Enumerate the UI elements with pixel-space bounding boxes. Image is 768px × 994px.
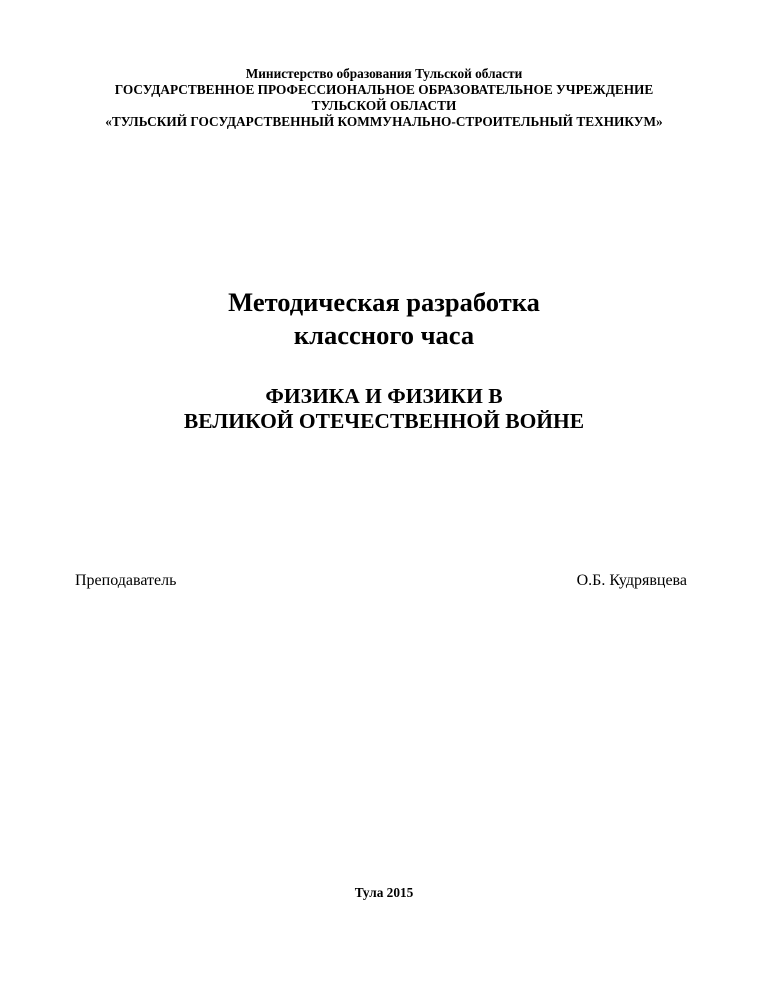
institution-name-line-2: ТУЛЬСКОЙ ОБЛАСТИ bbox=[311, 98, 457, 113]
ministry-name: Министерство образования Тульской области bbox=[245, 66, 523, 81]
document-title-line-2: классного часа bbox=[293, 320, 475, 350]
author-role-label: Преподаватель bbox=[75, 572, 177, 589]
document-title bbox=[0, 286, 768, 352]
document-subject bbox=[0, 384, 768, 434]
document-subject-line-2: ВЕЛИКОЙ ОТЕЧЕСТВЕННОЙ ВОЙНЕ bbox=[183, 409, 585, 433]
author-name: О.Б. Кудрявцева bbox=[576, 572, 687, 589]
document-subject-line-1: ФИЗИКА И ФИЗИКИ В bbox=[265, 384, 503, 408]
institution-name-line-3: «ТУЛЬСКИЙ ГОСУДАРСТВЕННЫЙ КОММУНАЛЬНО-СТРОИТЕЛЬНЫЙ ТЕХНИКУМ» bbox=[105, 114, 663, 129]
place-and-year: Тула 2015 bbox=[354, 885, 414, 900]
institution-name-line-1: ГОСУДАРСТВЕННОЕ ПРОФЕССИОНАЛЬНОЕ ОБРАЗОВАТЕЛЬНОЕ УЧРЕЖДЕНИЕ bbox=[114, 82, 654, 97]
document-title-line-1: Методическая разработка bbox=[228, 287, 540, 317]
institution-header bbox=[0, 66, 768, 130]
